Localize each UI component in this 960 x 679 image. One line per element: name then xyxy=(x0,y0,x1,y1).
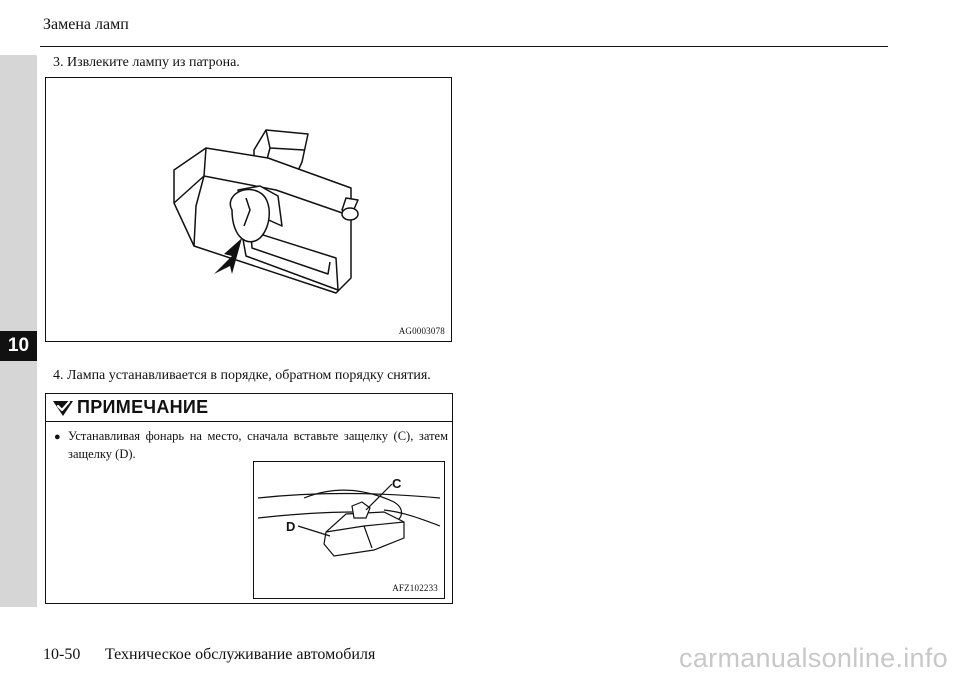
bullet-icon: ● xyxy=(54,431,61,443)
latch-illustration xyxy=(254,462,444,598)
figure-code: AG0003078 xyxy=(398,326,445,336)
header-divider xyxy=(40,46,888,47)
section-title: Замена ламп xyxy=(43,16,129,33)
bulb-socket-illustration xyxy=(46,78,450,340)
step-4-text: 4. Лампа устанавливается в порядке, обратном порядку снятия. xyxy=(53,368,431,383)
note-header xyxy=(46,394,452,422)
chapter-number-badge: 10 xyxy=(0,331,37,361)
label-d: D xyxy=(286,519,296,534)
note-box xyxy=(45,393,453,604)
watermark: carmanualsonline.info xyxy=(679,643,948,673)
figure-latch-diagram xyxy=(253,461,445,599)
book-title: Техническое обслуживание автомобиля xyxy=(105,646,376,663)
note-text: Устанавливая фонарь на место, сначала вставьте защелку (C), затем защелку (D). xyxy=(68,429,448,461)
note-title: ПРИМЕЧАНИЕ xyxy=(77,397,209,417)
page-number: 10-50 xyxy=(43,646,81,663)
note-check-icon xyxy=(52,397,74,417)
step-3-text: 3. Извлеките лампу из патрона. xyxy=(53,55,240,70)
label-c: C xyxy=(392,476,402,491)
figure-code: AFZ102233 xyxy=(392,583,438,593)
figure-remove-bulb xyxy=(45,77,452,342)
